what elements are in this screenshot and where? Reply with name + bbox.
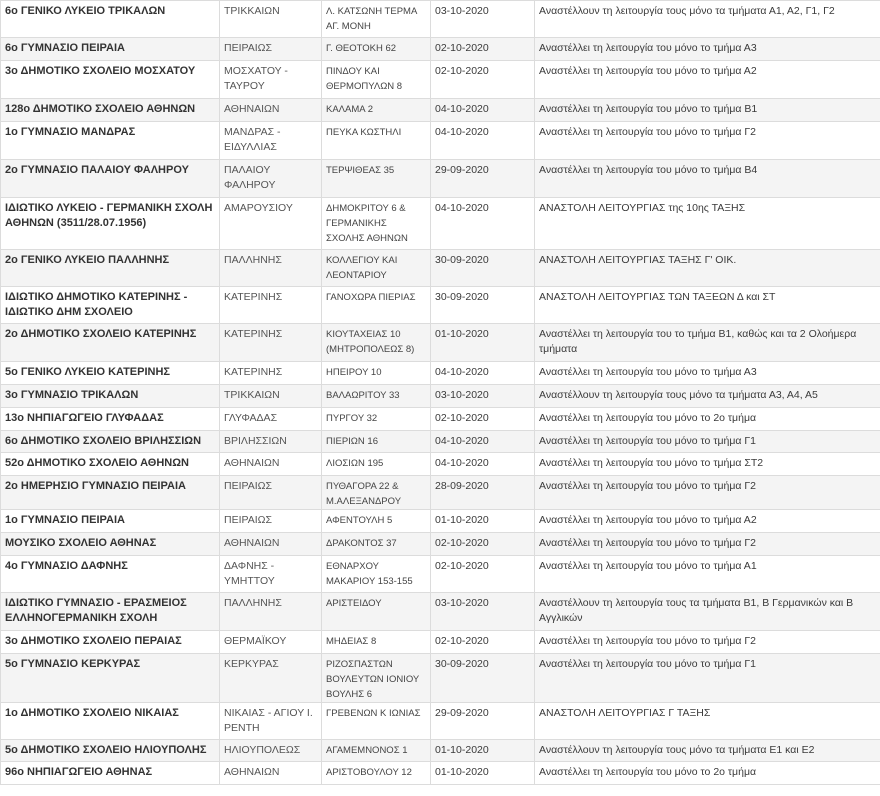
table-row [1, 385, 880, 408]
school-name-cell: 2ο ΓΕΝΙΚΟ ΛΥΚΕΙΟ ΠΑΛΛΗΝΗΣ [1, 250, 220, 287]
address-cell: ΗΠΕΙΡΟΥ 10 [322, 362, 431, 385]
table-row [1, 476, 880, 510]
municipality-cell: ΠΕΙΡΑΙΩΣ [220, 510, 322, 533]
table-row [1, 1, 880, 38]
table-row [1, 408, 880, 431]
date-cell: 02-10-2020 [431, 38, 535, 61]
date-cell: 04-10-2020 [431, 99, 535, 122]
address-cell: ΓΡΕΒΕΝΩΝ Κ ΙΩΝΙΑΣ [322, 703, 431, 740]
date-cell: 02-10-2020 [431, 408, 535, 431]
municipality-cell: ΜΑΝΔΡΑΣ - ΕΙΔΥΛΛΙΑΣ [220, 122, 322, 160]
address-cell: ΑΓΑΜΕΜΝΟΝΟΣ 1 [322, 740, 431, 762]
date-cell: 02-10-2020 [431, 61, 535, 99]
date-cell: 29-09-2020 [431, 703, 535, 740]
table-row [1, 61, 880, 99]
address-cell: ΠΙΝΔΟΥ ΚΑΙ ΘΕΡΜΟΠΥΛΩΝ 8 [322, 61, 431, 99]
measure-cell: Αναστέλλει τη λειτουργία του μόνο το τμήμα Α2 [535, 61, 880, 99]
date-cell: 30-09-2020 [431, 654, 535, 703]
school-name-cell: 6ο ΔΗΜΟΤΙΚΟ ΣΧΟΛΕΙΟ ΒΡΙΛΗΣΣΙΩΝ [1, 431, 220, 453]
date-cell: 28-09-2020 [431, 476, 535, 510]
address-cell: ΑΦΕΝΤΟΥΛΗ 5 [322, 510, 431, 533]
measure-cell: Αναστέλλει τη λειτουργία του μόνο το τμήμα Γ1 [535, 431, 880, 453]
table-row [1, 287, 880, 324]
municipality-cell: ΚΕΡΚΥΡΑΣ [220, 654, 322, 703]
measure-cell: ΑΝΑΣΤΟΛΗ ΛΕΙΤΟΥΡΓΙΑΣ της 10ης ΤΑΞΗΣ [535, 198, 880, 250]
measure-cell: Αναστέλλει τη λειτουργία του μόνο το τμήμα ΣΤ2 [535, 453, 880, 476]
measure-cell: Αναστέλλουν τη λειτουργία τους τα τμήματα Β1, Β Γερμανικών και Β Αγγλικών [535, 593, 880, 631]
table-row [1, 38, 880, 61]
date-cell: 01-10-2020 [431, 510, 535, 533]
date-cell: 30-09-2020 [431, 250, 535, 287]
measure-cell: Αναστέλλει τη λειτουργία του μόνο το 2ο τμήμα [535, 762, 880, 785]
address-cell: ΡΙΖΟΣΠΑΣΤΩΝ ΒΟΥΛΕΥΤΩΝ ΙΟΝΙΟΥ ΒΟΥΛΗΣ 6 [322, 654, 431, 703]
address-cell: ΚΟΛΛΕΓΙΟΥ ΚΑΙ ΛΕΟΝΤΑΡΙΟΥ [322, 250, 431, 287]
address-cell: Γ. ΘΕΟΤΟΚΗ 62 [322, 38, 431, 61]
municipality-cell: ΚΑΤΕΡΙΝΗΣ [220, 287, 322, 324]
date-cell: 01-10-2020 [431, 762, 535, 785]
address-cell: ΠΥΡΓΟΥ 32 [322, 408, 431, 431]
date-cell: 03-10-2020 [431, 1, 535, 38]
school-name-cell: ΜΟΥΣΙΚΟ ΣΧΟΛΕΙΟ ΑΘΗΝΑΣ [1, 533, 220, 556]
school-name-cell: ΙΔΙΩΤΙΚΟ ΛΥΚΕΙΟ - ΓΕΡΜΑΝΙΚΗ ΣΧΟΛΗ ΑΘΗΝΩΝ (3511/28.07.1956) [1, 198, 220, 250]
measure-cell: Αναστέλλουν τη λειτουργία τους μόνο τα τμήματα Α3, Α4, Α5 [535, 385, 880, 408]
measure-cell: Αναστέλλει τη λειτουργία του μόνο το τμήμα Α1 [535, 556, 880, 593]
municipality-cell: ΚΑΤΕΡΙΝΗΣ [220, 362, 322, 385]
measure-cell: ΑΝΑΣΤΟΛΗ ΛΕΙΤΟΥΡΓΙΑΣ Γ ΤΑΞΗΣ [535, 703, 880, 740]
school-name-cell: 4ο ΓΥΜΝΑΣΙΟ ΔΑΦΝΗΣ [1, 556, 220, 593]
table-row [1, 122, 880, 160]
address-cell: ΚΑΛΑΜΑ 2 [322, 99, 431, 122]
school-name-cell: 2ο ΓΥΜΝΑΣΙΟ ΠΑΛΑΙΟΥ ΦΑΛΗΡΟΥ [1, 160, 220, 198]
date-cell: 30-09-2020 [431, 287, 535, 324]
municipality-cell: ΑΜΑΡΟΥΣΙΟΥ [220, 198, 322, 250]
date-cell: 04-10-2020 [431, 431, 535, 453]
address-cell: ΓΑΝΟΧΩΡΑ ΠΙΕΡΙΑΣ [322, 287, 431, 324]
table-row [1, 324, 880, 362]
address-cell: ΛΙΟΣΙΩΝ 195 [322, 453, 431, 476]
table-row [1, 250, 880, 287]
school-name-cell: 1ο ΓΥΜΝΑΣΙΟ ΜΑΝΔΡΑΣ [1, 122, 220, 160]
municipality-cell: ΠΑΛΛΗΝΗΣ [220, 250, 322, 287]
table-row [1, 160, 880, 198]
municipality-cell: ΑΘΗΝΑΙΩΝ [220, 762, 322, 785]
municipality-cell: ΘΕΡΜΑΪΚΟΥ [220, 631, 322, 654]
school-name-cell: 6ο ΓΥΜΝΑΣΙΟ ΠΕΙΡΑΙΑ [1, 38, 220, 61]
municipality-cell: ΜΟΣΧΑΤΟΥ - ΤΑΥΡΟΥ [220, 61, 322, 99]
date-cell: 01-10-2020 [431, 324, 535, 362]
table-row [1, 431, 880, 453]
measure-cell: Αναστέλλει τη λειτουργία του μόνο το τμήμα Γ2 [535, 476, 880, 510]
municipality-cell: ΑΘΗΝΑΙΩΝ [220, 453, 322, 476]
municipality-cell: ΑΘΗΝΑΙΩΝ [220, 99, 322, 122]
address-cell: ΔΡΑΚΟΝΤΟΣ 37 [322, 533, 431, 556]
address-cell: ΚΙΟΥΤΑΧΕΙΑΣ 10 (ΜΗΤΡΟΠΟΛΕΩΣ 8) [322, 324, 431, 362]
municipality-cell: ΑΘΗΝΑΙΩΝ [220, 533, 322, 556]
address-cell: Λ. ΚΑΤΣΩΝΗ ΤΕΡΜΑ ΑΓ. ΜΟΝΗ [322, 1, 431, 38]
measure-cell: Αναστέλλουν τη λειτουργία τους μόνο τα τμήματα Ε1 και Ε2 [535, 740, 880, 762]
date-cell: 02-10-2020 [431, 533, 535, 556]
measure-cell: Αναστέλλει τη λειτουργία του μόνο το τμήμα Γ2 [535, 122, 880, 160]
measure-cell: Αναστέλλει τη λειτουργία του μόνο το τμήμα Β4 [535, 160, 880, 198]
table-row [1, 362, 880, 385]
table-row [1, 198, 880, 250]
school-name-cell: 1ο ΓΥΜΝΑΣΙΟ ΠΕΙΡΑΙΑ [1, 510, 220, 533]
school-name-cell: 5ο ΔΗΜΟΤΙΚΟ ΣΧΟΛΕΙΟ ΗΛΙΟΥΠΟΛΗΣ [1, 740, 220, 762]
municipality-cell: ΓΛΥΦΑΔΑΣ [220, 408, 322, 431]
table-row [1, 740, 880, 762]
school-name-cell: 3ο ΓΥΜΝΑΣΙΟ ΤΡΙΚΑΛΩΝ [1, 385, 220, 408]
school-name-cell: 96ο ΝΗΠΙΑΓΩΓΕΙΟ ΑΘΗΝΑΣ [1, 762, 220, 785]
measure-cell: ΑΝΑΣΤΟΛΗ ΛΕΙΤΟΥΡΓΙΑΣ ΤΩΝ ΤΑΞΕΩΝ Δ και ΣΤ [535, 287, 880, 324]
address-cell: ΠΕΥΚΑ ΚΩΣΤΗΛΙ [322, 122, 431, 160]
table-row [1, 533, 880, 556]
school-name-cell: 13ο ΝΗΠΙΑΓΩΓΕΙΟ ΓΛΥΦΑΔΑΣ [1, 408, 220, 431]
municipality-cell: ΤΡΙΚΚΑΙΩΝ [220, 1, 322, 38]
table-row [1, 631, 880, 654]
municipality-cell: ΔΑΦΝΗΣ - ΥΜΗΤΤΟΥ [220, 556, 322, 593]
measure-cell: Αναστέλλουν τη λειτουργία τους μόνο τα τμήματα Α1, Α2, Γ1, Γ2 [535, 1, 880, 38]
municipality-cell: ΝΙΚΑΙΑΣ - ΑΓΙΟΥ Ι. ΡΕΝΤΗ [220, 703, 322, 740]
table-row [1, 99, 880, 122]
address-cell: ΔΗΜΟΚΡΙΤΟΥ 6 & ΓΕΡΜΑΝΙΚΗΣ ΣΧΟΛΗΣ ΑΘΗΝΩΝ [322, 198, 431, 250]
address-cell: ΕΘΝΑΡΧΟΥ ΜΑΚΑΡΙΟΥ 153-155 [322, 556, 431, 593]
date-cell: 29-09-2020 [431, 160, 535, 198]
measure-cell: Αναστέλλει τη λειτουργία του μόνο το τμήμα Γ2 [535, 631, 880, 654]
table-row [1, 654, 880, 703]
date-cell: 03-10-2020 [431, 385, 535, 408]
date-cell: 03-10-2020 [431, 593, 535, 631]
date-cell: 02-10-2020 [431, 556, 535, 593]
date-cell: 02-10-2020 [431, 631, 535, 654]
school-name-cell: 3ο ΔΗΜΟΤΙΚΟ ΣΧΟΛΕΙΟ ΜΟΣΧΑΤΟΥ [1, 61, 220, 99]
school-name-cell: 5ο ΓΕΝΙΚΟ ΛΥΚΕΙΟ ΚΑΤΕΡΙΝΗΣ [1, 362, 220, 385]
measure-cell: Αναστέλλει τη λειτουργία του μόνο το 2ο τμήμα [535, 408, 880, 431]
table-row [1, 703, 880, 740]
measure-cell: Αναστέλλει τη λειτουργία του μόνο το τμήμα Α3 [535, 38, 880, 61]
municipality-cell: ΠΕΙΡΑΙΩΣ [220, 476, 322, 510]
municipality-cell: ΠΑΛΑΙΟΥ ΦΑΛΗΡΟΥ [220, 160, 322, 198]
measure-cell: Αναστέλλει τη λειτουργία του μόνο το τμήμα Γ1 [535, 654, 880, 703]
school-name-cell: 6ο ΓΕΝΙΚΟ ΛΥΚΕΙΟ ΤΡΙΚΑΛΩΝ [1, 1, 220, 38]
address-cell: ΒΑΛΑΩΡΙΤΟΥ 33 [322, 385, 431, 408]
date-cell: 04-10-2020 [431, 122, 535, 160]
measure-cell: Αναστέλλει τη λειτουργία του μόνο το τμήμα Α2 [535, 510, 880, 533]
table-row [1, 510, 880, 533]
municipality-cell: ΤΡΙΚΚΑΙΩΝ [220, 385, 322, 408]
municipality-cell: ΠΕΙΡΑΙΩΣ [220, 38, 322, 61]
date-cell: 04-10-2020 [431, 198, 535, 250]
address-cell: ΜΗΔΕΙΑΣ 8 [322, 631, 431, 654]
school-name-cell: 5ο ΓΥΜΝΑΣΙΟ ΚΕΡΚΥΡΑΣ [1, 654, 220, 703]
measure-cell: Αναστέλλει τη λειτουργία του μόνο το τμήμα Β1 [535, 99, 880, 122]
school-name-cell: 2ο ΔΗΜΟΤΙΚΟ ΣΧΟΛΕΙΟ ΚΑΤΕΡΙΝΗΣ [1, 324, 220, 362]
measure-cell: Αναστέλλει τη λειτουργία του το τμήμα Β1, καθώς και τα 2 Ολοήμερα τμήματα [535, 324, 880, 362]
municipality-cell: ΗΛΙΟΥΠΟΛΕΩΣ [220, 740, 322, 762]
measure-cell: Αναστέλλει τη λειτουργία του μόνο το τμήμα Α3 [535, 362, 880, 385]
date-cell: 04-10-2020 [431, 453, 535, 476]
school-name-cell: ΙΔΙΩΤΙΚΟ ΔΗΜΟΤΙΚΟ ΚΑΤΕΡΙΝΗΣ - ΙΔΙΩΤΙΚΟ ΔΗΜ ΣΧΟΛΕΙΟ [1, 287, 220, 324]
table-row [1, 453, 880, 476]
school-name-cell: 52ο ΔΗΜΟΤΙΚΟ ΣΧΟΛΕΙΟ ΑΘΗΝΩΝ [1, 453, 220, 476]
school-name-cell: 128ο ΔΗΜΟΤΙΚΟ ΣΧΟΛΕΙΟ ΑΘΗΝΩΝ [1, 99, 220, 122]
municipality-cell: ΚΑΤΕΡΙΝΗΣ [220, 324, 322, 362]
address-cell: ΤΕΡΨΙΘΕΑΣ 35 [322, 160, 431, 198]
table-row [1, 556, 880, 593]
school-name-cell: 1ο ΔΗΜΟΤΙΚΟ ΣΧΟΛΕΙΟ ΝΙΚΑΙΑΣ [1, 703, 220, 740]
measure-cell: Αναστέλλει τη λειτουργία του μόνο το τμήμα Γ2 [535, 533, 880, 556]
measure-cell: ΑΝΑΣΤΟΛΗ ΛΕΙΤΟΥΡΓΙΑΣ ΤΑΞΗΣ Γ' ΟΙΚ. [535, 250, 880, 287]
address-cell: ΑΡΙΣΤΕΙΔΟΥ [322, 593, 431, 631]
table-body [1, 1, 880, 785]
school-name-cell: 2ο ΗΜΕΡΗΣΙΟ ΓΥΜΝΑΣΙΟ ΠΕΙΡΑΙΑ [1, 476, 220, 510]
address-cell: ΠΥΘΑΓΟΡΑ 22 & Μ.ΑΛΕΞΑΝΔΡΟΥ [322, 476, 431, 510]
municipality-cell: ΠΑΛΛΗΝΗΣ [220, 593, 322, 631]
table-row [1, 762, 880, 785]
date-cell: 01-10-2020 [431, 740, 535, 762]
table-row [1, 593, 880, 631]
school-name-cell: 3ο ΔΗΜΟΤΙΚΟ ΣΧΟΛΕΙΟ ΠΕΡΑΙΑΣ [1, 631, 220, 654]
address-cell: ΠΙΕΡΙΩΝ 16 [322, 431, 431, 453]
school-name-cell: ΙΔΙΩΤΙΚΟ ΓΥΜΝΑΣΙΟ - ΕΡΑΣΜΕΙΟΣ ΕΛΛΗΝΟΓΕΡΜΑΝΙΚΗ ΣΧΟΛΗ [1, 593, 220, 631]
municipality-cell: ΒΡΙΛΗΣΣΙΩΝ [220, 431, 322, 453]
date-cell: 04-10-2020 [431, 362, 535, 385]
address-cell: ΑΡΙΣΤΟΒΟΥΛΟΥ 12 [322, 762, 431, 785]
